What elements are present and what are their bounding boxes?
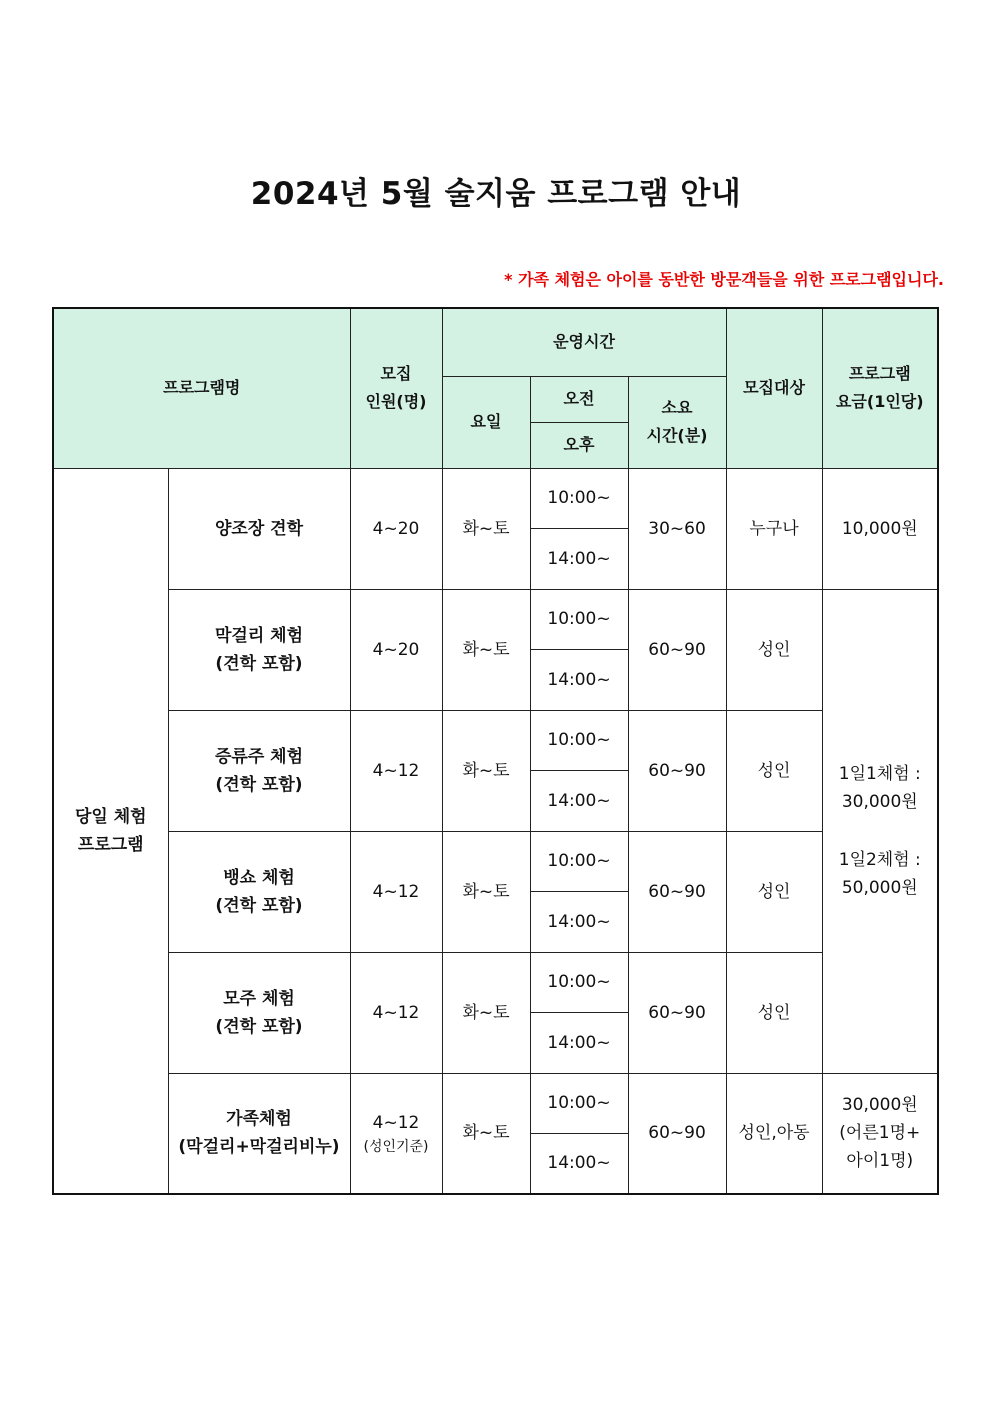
am-time-cell: 10:00~: [530, 589, 628, 649]
header-am: 오전: [530, 376, 628, 422]
program-name-line1: 가족체험: [226, 1109, 292, 1130]
capacity-cell: 4~12: [350, 952, 442, 1073]
table-row: [53, 468, 938, 528]
capacity-cell: 4~12: [350, 831, 442, 952]
capacity-cell: 4~20: [350, 468, 442, 589]
pm-time-cell: 14:00~: [530, 528, 628, 589]
program-name-line1: 모주 체험: [223, 988, 295, 1009]
target-cell: 성인: [726, 952, 822, 1073]
pm-time-cell: 14:00~: [530, 770, 628, 831]
header-capacity: [350, 308, 442, 468]
program-name: [168, 1073, 350, 1194]
am-time-cell: 10:00~: [530, 1073, 628, 1133]
pm-time-cell: 14:00~: [530, 1133, 628, 1194]
category-cell: [53, 468, 168, 1194]
program-table: [52, 307, 939, 1195]
target-cell: 성인: [726, 831, 822, 952]
program-name-line2: (견학 포함): [215, 653, 303, 674]
program-name-line1: 양조장 견학: [214, 518, 304, 539]
program-name: [168, 831, 350, 952]
am-time-cell: 10:00~: [530, 831, 628, 891]
am-time-cell: 10:00~: [530, 468, 628, 528]
pm-time-cell: 14:00~: [530, 891, 628, 952]
duration-cell: 60~90: [628, 952, 726, 1073]
capacity-value: 4~12: [372, 1113, 420, 1134]
program-name-line2: (견학 포함): [215, 774, 303, 795]
header-capacity-line2: 인원(명): [365, 392, 427, 412]
am-time-cell: 10:00~: [530, 952, 628, 1012]
am-time-cell: 10:00~: [530, 710, 628, 770]
header-day: 요일: [442, 376, 530, 468]
page-title: 2024년 5월 술지움 프로그램 안내: [250, 176, 742, 212]
table-row: [53, 589, 938, 649]
header-capacity-line1: 모집: [380, 364, 412, 384]
capacity-cell: 4~12: [350, 710, 442, 831]
category-line2: 프로그램: [77, 834, 144, 855]
capacity-note: (성인기준): [363, 1139, 429, 1156]
program-name-line2: (막걸리+막걸리비누): [178, 1137, 340, 1158]
day-cell: 화~토: [442, 468, 530, 589]
program-name: [168, 468, 350, 589]
table-row: [53, 952, 938, 1012]
fee-line3: 아이1명): [846, 1151, 914, 1172]
shared-fee-line2: 30,000원: [841, 792, 918, 812]
header-fee-line1: 프로그램: [848, 364, 911, 384]
shared-fee-line4: 50,000원: [841, 878, 918, 898]
program-name-line1: 막걸리 체험: [214, 625, 304, 646]
duration-cell: 60~90: [628, 1073, 726, 1194]
table-row: [53, 831, 938, 891]
day-cell: 화~토: [442, 831, 530, 952]
family-program-note: * 가족 체험은 아이를 동반한 방문객들을 위한 프로그램입니다.: [504, 270, 944, 289]
table-row: [53, 1073, 938, 1133]
fee-line2: (어른1명+: [839, 1123, 921, 1144]
duration-cell: 60~90: [628, 710, 726, 831]
shared-fee-line1: 1일1체험 :: [838, 764, 921, 784]
target-cell: 누구나: [726, 468, 822, 589]
duration-cell: 60~90: [628, 831, 726, 952]
shared-fee-cell: [822, 589, 938, 1073]
header-operating-hours: 운영시간: [442, 308, 726, 376]
pm-time-cell: 14:00~: [530, 1012, 628, 1073]
header-duration-line1: 소요: [661, 398, 693, 417]
fee-line1: 30,000원: [841, 1095, 918, 1116]
target-cell: 성인: [726, 710, 822, 831]
program-name-line2: (견학 포함): [215, 1016, 303, 1037]
day-cell: 화~토: [442, 1073, 530, 1194]
day-cell: 화~토: [442, 710, 530, 831]
program-name: [168, 710, 350, 831]
pm-time-cell: 14:00~: [530, 649, 628, 710]
program-name: [168, 589, 350, 710]
capacity-cell: [350, 1073, 442, 1194]
duration-cell: 30~60: [628, 468, 726, 589]
target-cell: 성인,아동: [726, 1073, 822, 1194]
header-row: [53, 308, 938, 376]
fee-cell: [822, 1073, 938, 1194]
header-program-name: 프로그램명: [53, 308, 350, 468]
shared-fee-line3: 1일2체험 :: [838, 850, 921, 870]
program-name: [168, 952, 350, 1073]
program-name-line2: (견학 포함): [215, 895, 303, 916]
program-name-line1: 뱅쇼 체험: [223, 867, 295, 888]
capacity-cell: 4~20: [350, 589, 442, 710]
header-target: 모집대상: [726, 308, 822, 468]
shared-fee-gap: [823, 816, 938, 846]
day-cell: 화~토: [442, 589, 530, 710]
header-duration-line2: 시간(분): [646, 426, 708, 445]
header-fee: [822, 308, 938, 468]
category-line1: 당일 체험: [74, 806, 147, 827]
table-row: [53, 710, 938, 770]
program-name-line1: 증류주 체험: [214, 746, 304, 767]
header-duration: [628, 376, 726, 468]
day-cell: 화~토: [442, 952, 530, 1073]
target-cell: 성인: [726, 589, 822, 710]
header-fee-line2: 요금(1인당): [835, 392, 924, 412]
header-pm: 오후: [530, 422, 628, 468]
duration-cell: 60~90: [628, 589, 726, 710]
fee-cell: 10,000원: [822, 468, 938, 589]
